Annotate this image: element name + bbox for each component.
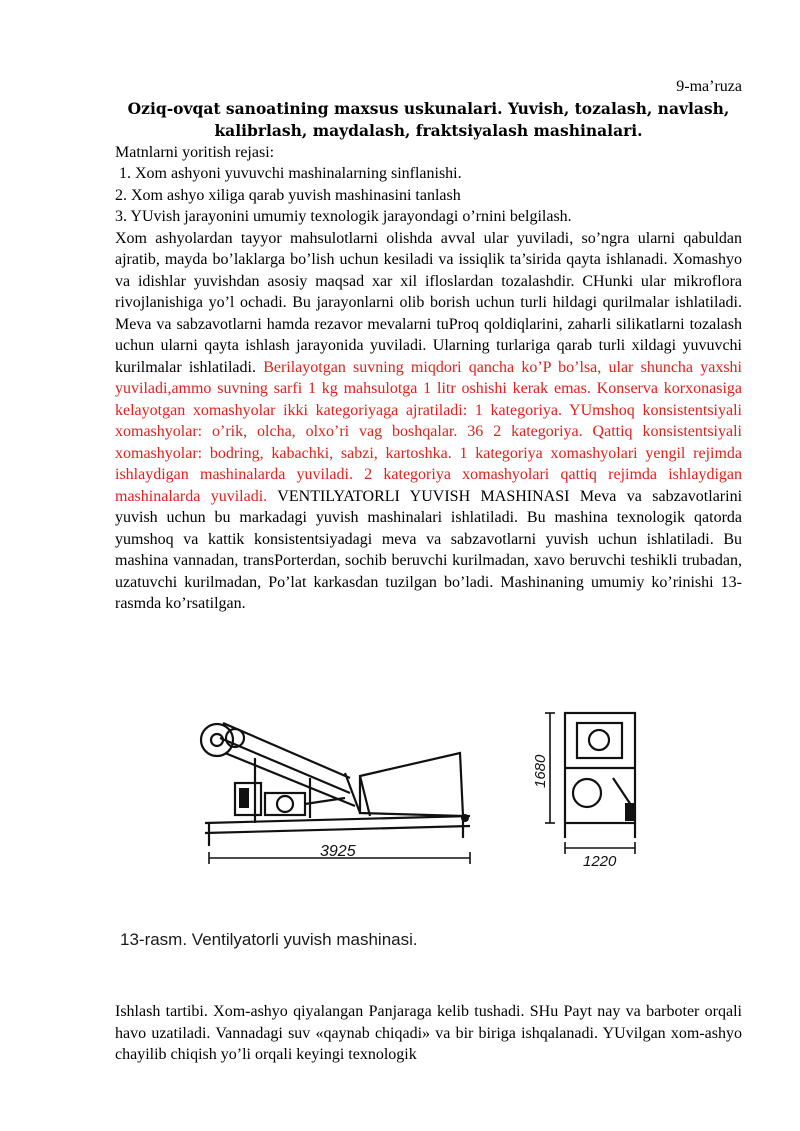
paragraph-part-3: VENTILYATORLI YUVISH MASHINASI Meva va sabzavotlarini yuvish uchun bu markadagi yuvish mashinalari ishlatiladi. Bu mashina texnologik qatorda yumshoq va kattik konsistentsiyadagi meva va sabzavotlarni yuvish uchun ishlatiladi. Bu mashina vannadan, transPorterdan, sochib beruvchi kurilmadan, xavo beruvchi teshikli trubadan, uzatuvchi kurilmadan, Po’lat karkasdan tuzilgan bo’ladi. Mashinaning umumiy ko’rinishi 13-rasmda ko’rsatilgan. (115, 487, 743, 612)
dimension-length: 3925 (320, 843, 356, 860)
plan-heading: Matnlarni yoritish rejasi: (115, 143, 275, 161)
figure-caption: 13-rasm. Ventilyatorli yuvish mashinasi. (120, 930, 418, 949)
title-line-1: Oziq-ovqat sanoatining maxsus uskunalari. Yuvish, tozalash, navlash, (127, 98, 730, 118)
main-paragraph (115, 228, 742, 615)
dimension-height: 1680 (532, 754, 549, 788)
document-page (115, 76, 742, 615)
title-line-2: kalibrlash, maydalash, fraktsiyalash mashinalari. (214, 120, 643, 140)
machine-end-view (525, 698, 655, 873)
paragraph-highlighted: Berilayotgan suvning miqdori qancha ko’P bo’lsa, ular shuncha yaxshi yuviladi,ammo suvning sarfi 1 kg mahsulotga 1 litr oshishi kerak emas. Konserva korxonasiga kelayotgan xomashyolar ikki kategoriyaga ajratiladi: 1 kategoriya. YUmshoq konsistentsiyali xomashyolar: o’rik, olcha, olxo’ri vag boshqalar. 36 2 kategoriya. Qattiq konsistentsiyali xomashyolar: bodring, kabachki, sabzi, kartoshka. 1 kategoriya xomashyolari yengil rejimda ishlaydigan mashinalarda yuviladi. 2 kategoriya xomashyolari qattiq rejimda ishlaydigan mashinalarda yuviladi. (115, 358, 743, 505)
dimension-width: 1220 (583, 853, 617, 870)
plan-item-1: 1. Xom ashyoni yuvuvchi mashinalarning sinflanishi. (115, 165, 462, 182)
machine-side-view (195, 698, 495, 873)
document-title (115, 98, 742, 142)
lecture-number: 9-ma’ruza (676, 78, 742, 95)
plan-item-3: 3. YUvish jarayonini umumiy texnologik jarayondagi o’rnini belgilash. (115, 208, 572, 225)
after-paragraph: Ishlash tartibi. Xom-ashyo qiyalangan Panjaraga kelib tushadi. SHu Payt nay va barboter orqali havo uzatiladi. Vannadagi suv «qaynab chiqadi» va bir biriga ishqalanadi. YUvilgan xom-ashyo chayilib chiqish yo’li orqali keyingi texnologik (115, 1003, 742, 1063)
machine-figure (115, 678, 742, 963)
plan-item-2: 2. Xom ashyo xiliga qarab yuvish mashinasini tanlash (115, 186, 461, 204)
paragraph-part-1: Xom ashyolardan tayyor mahsulotlarni olishda avval ular yuviladi, so’ngra ularni qabuldan ajratib, mayda bo’laklarga bo’lish uchun kesiladi va issiqlik ta’sirida qayta ishlanadi. Xomashyo va idishlar yuvishdan asosiy maqsad xar xil ifloslardan tozalashdir. CHunki ular mikroflora rivojlanishiga yo’l ochadi. Bu jarayonlarni olib borish uchun turli hildagi qurilmalar ishlatiladi. Meva va sabzavotlarni hamda rezavor mevalarni tuProq qoldiqlarini, zaharli silikatlarni tozalash uchun ularni qayta ishlash jarayonida yuviladi. Ularning turlariga qarab turli xildagi yuvuvchi kurilmalar ishlatiladi. (115, 229, 742, 376)
